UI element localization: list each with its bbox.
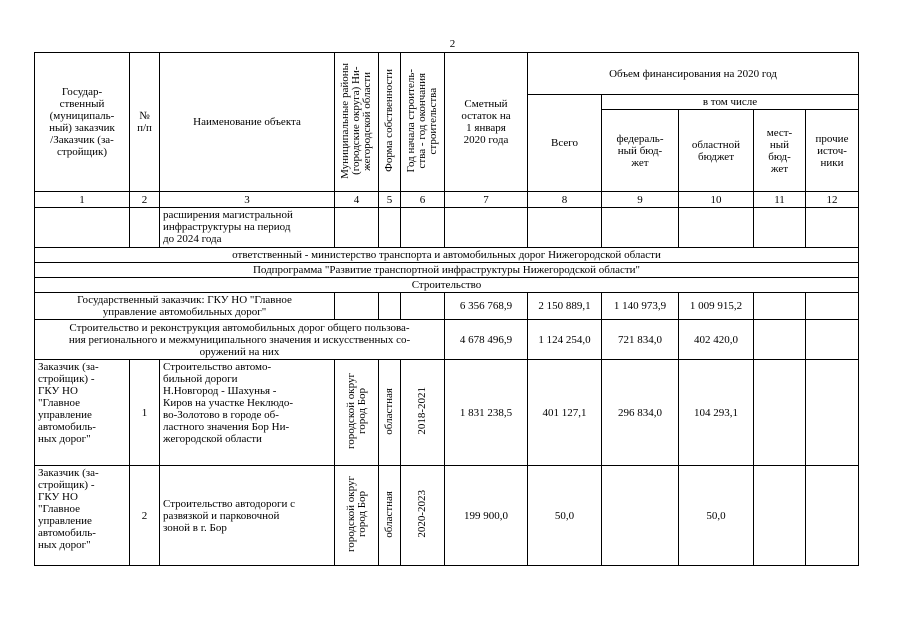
subprogram-row xyxy=(35,263,859,278)
header-local: мест- ный бюд- жет xyxy=(754,110,806,192)
cell-empty xyxy=(602,208,679,248)
header-regional: областной бюджет xyxy=(679,110,754,192)
cell-empty xyxy=(130,208,160,248)
header-estimated-balance: Сметный остаток на 1 января 2020 года xyxy=(445,53,528,192)
row-years-text: 2018-2021 xyxy=(416,387,428,435)
column-number: 2 xyxy=(130,192,160,208)
row-ownership-text: областная xyxy=(383,490,395,538)
row-object-name: Строительство автодороги с развязкой и парковочной зоной в г. Бор xyxy=(160,466,335,566)
section-row xyxy=(35,278,859,293)
cell-empty xyxy=(335,208,379,248)
continued-object-name: расширения магистральной инфраструктуры на период до 2024 года xyxy=(160,208,335,248)
cell-empty xyxy=(679,208,754,248)
cell-empty xyxy=(379,293,401,320)
column-number: 12 xyxy=(806,192,859,208)
state-customer-row xyxy=(35,293,859,320)
header-ownership xyxy=(379,53,401,192)
row-federal xyxy=(602,466,679,566)
construction-group-balance: 4 678 496,9 xyxy=(445,320,528,360)
construction-group-local xyxy=(754,320,806,360)
state-customer-other xyxy=(806,293,859,320)
construction-group-regional: 402 420,0 xyxy=(679,320,754,360)
row-ownership xyxy=(379,360,401,466)
header-total: Всего xyxy=(528,95,602,192)
column-number: 8 xyxy=(528,192,602,208)
row-balance: 1 831 238,5 xyxy=(445,360,528,466)
cell-empty xyxy=(335,293,379,320)
header-years xyxy=(401,53,445,192)
row-customer: Заказчик (за- стройщик) - ГКУ НО "Главное управление автомобиль- ных дорог" xyxy=(35,360,130,466)
cell-empty xyxy=(401,208,445,248)
row-customer: Заказчик (за- стройщик) - ГКУ НО "Главное управление автомобиль- ных дорог" xyxy=(35,466,130,566)
state-customer-total: 2 150 889,1 xyxy=(528,293,602,320)
state-customer-regional: 1 009 915,2 xyxy=(679,293,754,320)
cell-empty xyxy=(35,208,130,248)
cell-empty xyxy=(379,208,401,248)
row-number: 2 xyxy=(130,466,160,566)
row-other xyxy=(806,360,859,466)
state-customer-balance: 6 356 768,9 xyxy=(445,293,528,320)
row-object-name: Строительство автомо- бильной дороги Н.Новгород - Шахунья - Киров на участке Неклюдо- во-Золотово в городе об- ластного значения Бор Ни- жегородской области xyxy=(160,360,335,466)
header-years-text: Год начала строитель- ства - год окончания строительства xyxy=(405,68,439,173)
row-ownership xyxy=(379,466,401,566)
state-customer-local xyxy=(754,293,806,320)
header-ownership-text: Форма собственности xyxy=(383,69,395,172)
row-total: 50,0 xyxy=(528,466,602,566)
row-local xyxy=(754,360,806,466)
cell-empty xyxy=(401,293,445,320)
header-customer: Государ- ственный (муниципаль- ный) заказчик /Заказчик (за- стройщик) xyxy=(35,53,130,192)
header-object-name: Наименование объекта xyxy=(160,53,335,192)
row-years-text: 2020-2023 xyxy=(416,490,428,538)
column-number: 11 xyxy=(754,192,806,208)
row-years xyxy=(401,466,445,566)
responsible-text: ответственный - министерство транспорта и автомобильных дорог Нижегородской области xyxy=(35,248,859,263)
row-ownership-text: областная xyxy=(383,387,395,435)
cell-empty xyxy=(806,208,859,248)
column-number: 5 xyxy=(379,192,401,208)
row-district xyxy=(335,466,379,566)
row-district-text: городской округ город Бор xyxy=(344,475,368,553)
subprogram-text: Подпрограмма "Развитие транспортной инфраструктуры Нижегородской области" xyxy=(35,263,859,278)
cell-empty xyxy=(754,208,806,248)
responsible-row xyxy=(35,248,859,263)
header-including: в том числе xyxy=(602,95,859,110)
header-financing-2020: Объем финансирования на 2020 год xyxy=(528,53,859,95)
column-number: 3 xyxy=(160,192,335,208)
construction-group-label: Строительство и реконструкция автомобильных дорог общего пользова- ния регионального и межмуниципального значения и искусственных со- оружений на них xyxy=(35,320,445,360)
column-number: 4 xyxy=(335,192,379,208)
construction-group-federal: 721 834,0 xyxy=(602,320,679,360)
state-customer-label: Государственный заказчик: ГКУ НО "Главное управление автомобильных дорог" xyxy=(35,293,335,320)
header-district xyxy=(335,53,379,192)
header-federal: федераль- ный бюд- жет xyxy=(602,110,679,192)
cell-empty xyxy=(445,208,528,248)
financing-table xyxy=(34,52,859,566)
row-years xyxy=(401,360,445,466)
column-number: 10 xyxy=(679,192,754,208)
header-district-text: Муниципальные районы (городские округа) Ни- жегородской области xyxy=(339,62,373,179)
column-number: 6 xyxy=(401,192,445,208)
row-number: 1 xyxy=(130,360,160,466)
row-district-text: городской округ город Бор xyxy=(344,372,368,450)
construction-group-total: 1 124 254,0 xyxy=(528,320,602,360)
state-customer-federal: 1 140 973,9 xyxy=(602,293,679,320)
header-row-1 xyxy=(35,53,859,95)
row-local xyxy=(754,466,806,566)
header-number: № п/п xyxy=(130,53,160,192)
table-row xyxy=(35,466,859,566)
row-regional: 104 293,1 xyxy=(679,360,754,466)
row-total: 401 127,1 xyxy=(528,360,602,466)
row-regional: 50,0 xyxy=(679,466,754,566)
page-number: 2 xyxy=(449,38,456,50)
section-text: Строительство xyxy=(35,278,859,293)
header-other: прочие источ- ники xyxy=(806,110,859,192)
table-row xyxy=(35,360,859,466)
continued-row xyxy=(35,208,859,248)
column-number: 1 xyxy=(35,192,130,208)
column-numbers-row xyxy=(35,192,859,208)
construction-group-row xyxy=(35,320,859,360)
row-other xyxy=(806,466,859,566)
construction-group-other xyxy=(806,320,859,360)
row-district xyxy=(335,360,379,466)
column-number: 9 xyxy=(602,192,679,208)
row-balance: 199 900,0 xyxy=(445,466,528,566)
cell-empty xyxy=(528,208,602,248)
row-federal: 296 834,0 xyxy=(602,360,679,466)
column-number: 7 xyxy=(445,192,528,208)
